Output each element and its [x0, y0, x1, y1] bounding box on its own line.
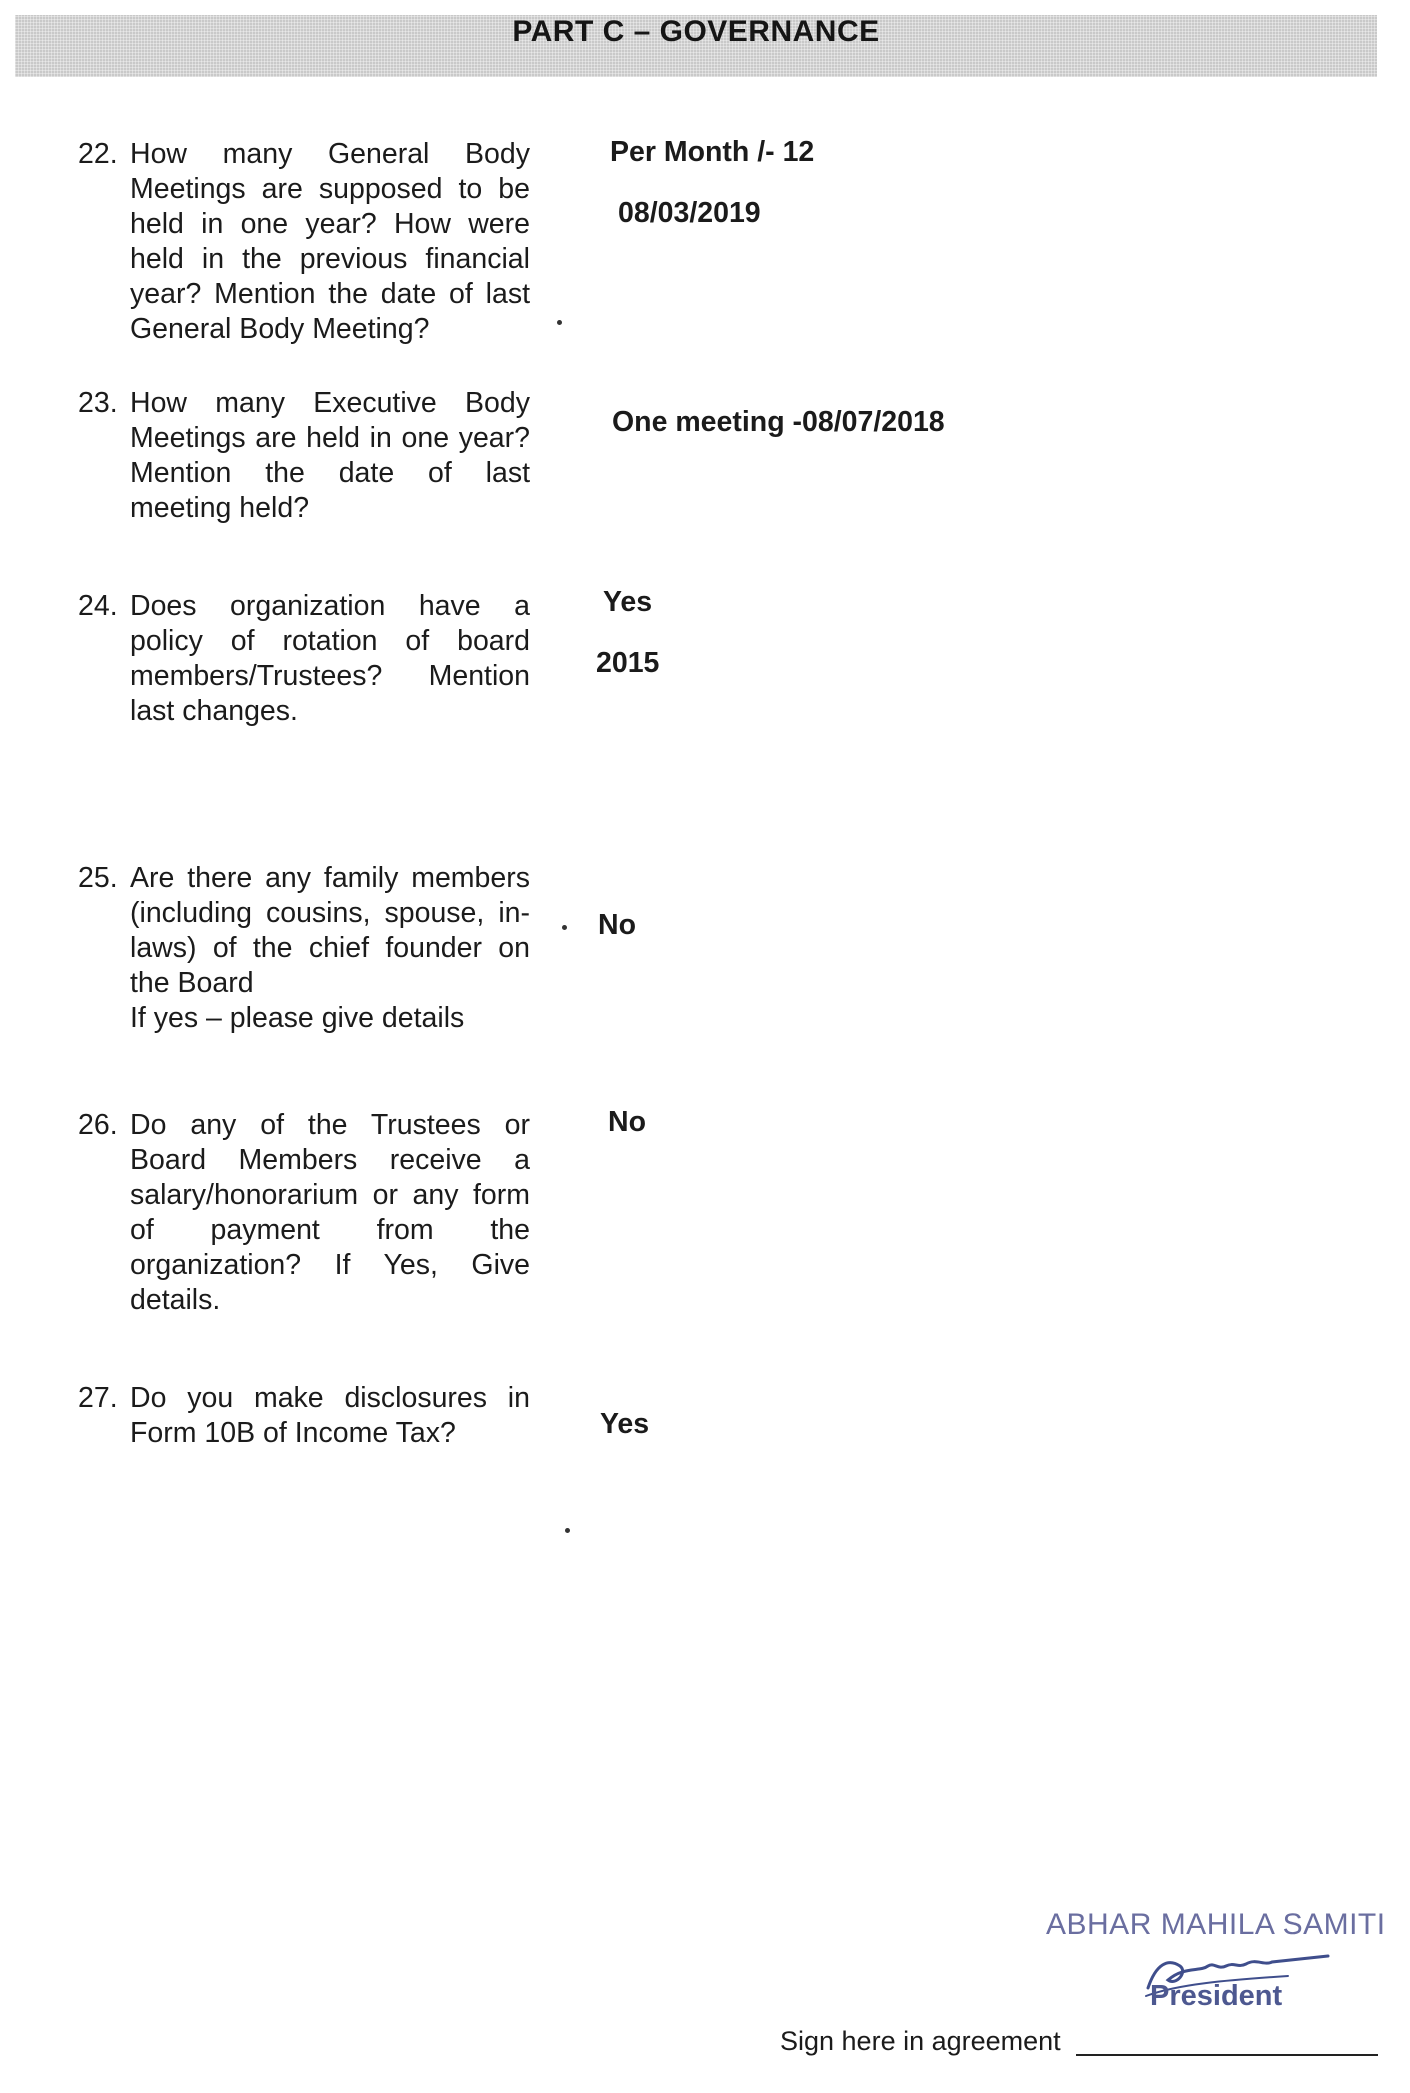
organization-stamp: ABHAR MAHILA SAMITI: [1046, 1908, 1386, 1941]
sign-agreement-label: Sign here in agreement: [780, 2026, 1061, 2056]
section-title: PART C – GOVERNANCE: [512, 15, 880, 48]
question-number: 27.: [78, 1382, 118, 1414]
question-text: Do you make disclosures in Form 10B of Income Tax?: [130, 1382, 530, 1449]
question-number: 26.: [78, 1109, 118, 1141]
question-25: [78, 861, 530, 1036]
question-number: 23.: [78, 387, 118, 419]
question-text: Does organization have a policy of rotation of board members/Trustees? Mention last changes.: [130, 590, 530, 727]
question-text: How many Executive Body Meetings are held in one year? Mention the date of last meeting held?: [130, 387, 530, 524]
answer-23: One meeting -08/07/2018: [612, 406, 945, 438]
stamp-role: President: [1150, 1980, 1283, 2012]
answer-26: No: [608, 1106, 646, 1138]
answer-22-frequency: Per Month /- 12: [610, 136, 815, 168]
question-text-note: If yes – please give details: [130, 1002, 465, 1034]
question-number: 24.: [78, 590, 118, 622]
answer-25: No: [598, 909, 636, 941]
scan-speck: [562, 925, 567, 930]
question-text: Are there any family members (including cousins, spouse, in-laws) of the chief founder on the Board: [130, 862, 530, 999]
question-text: Do any of the Trustees or Board Members receive a salary/honorarium or any form of payment from the organization? If Yes, Give details.: [130, 1109, 530, 1316]
question-number: 22.: [78, 138, 118, 170]
question-24: [78, 589, 530, 729]
answer-22-date: 08/03/2019: [618, 197, 761, 229]
signature-line[interactable]: [1076, 2054, 1378, 2056]
question-number: 25.: [78, 862, 118, 894]
question-23: [78, 386, 530, 526]
question-22: [78, 137, 530, 347]
question-26: [78, 1108, 530, 1318]
question-27: [78, 1381, 530, 1451]
question-text: How many General Body Meetings are supposed to be held in one year? How were held in the previous financial year? Mention the date of last General Body Meeting?: [130, 138, 530, 345]
answer-27: Yes: [600, 1408, 650, 1440]
scan-speck: [557, 320, 562, 325]
answer-24-last-change: 2015: [596, 647, 660, 679]
answer-24-policy: Yes: [603, 586, 653, 618]
scan-speck: [565, 1528, 570, 1533]
